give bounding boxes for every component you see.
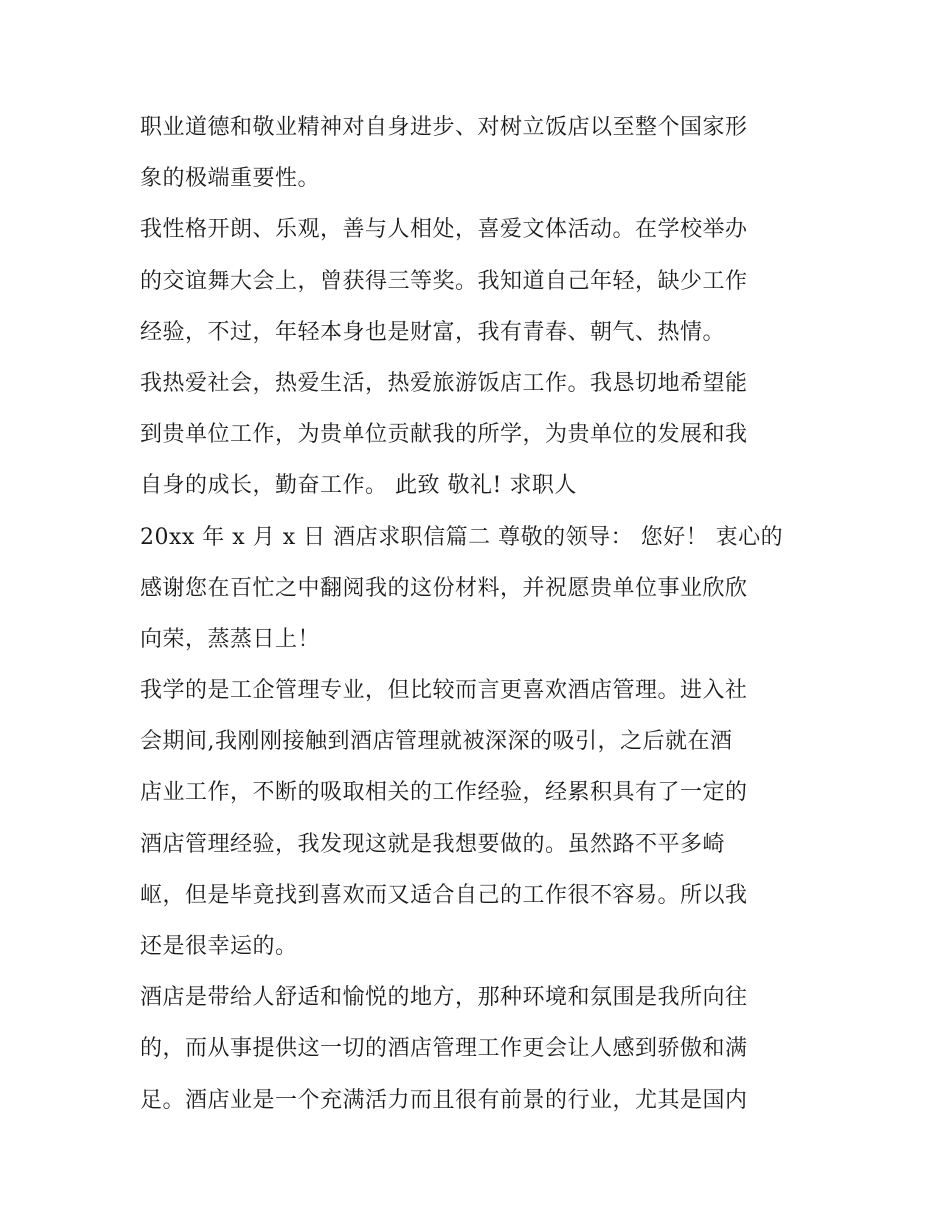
text-line: 酒店管理经验，我发现这就是我想要做的。虽然路不平多崎	[140, 831, 726, 857]
text-line: 还是很幸运的。	[140, 934, 298, 959]
text-line: 的交谊舞大会上，曾获得三等奖。我知道自己年轻，缺少工作	[140, 268, 748, 294]
text-line: 感谢您在百忙之中翻阅我的这份材料，并祝愿贵单位事业欣欣	[140, 575, 748, 601]
text-line: 我热爱社会，热爱生活，热爱旅游饭店工作。我恳切地希望能	[140, 370, 748, 396]
text-line: 到贵单位工作，为贵单位贡献我的所学，为贵单位的发展和我	[140, 422, 748, 448]
text-line: 酒店是带给人舒适和愉悦的地方，那种环境和氛围是我所向往	[140, 985, 748, 1011]
text-line: 足。酒店业是一个充满活力而且很有前景的行业，尤其是国内	[140, 1087, 748, 1113]
text-line: 我性格开朗、乐观，善与人相处，喜爱文体活动。在学校举办	[140, 217, 748, 243]
text-line: 象的极端重要性。	[140, 166, 321, 192]
text-line: 职业道德和敬业精神对自身进步、对树立饭店以至整个国家形	[140, 115, 748, 140]
text-line: 自身的成长，勤奋工作。 此致 敬礼! 求职人	[140, 473, 577, 499]
text-line: 店业工作，不断的吸取相关的工作经验，经累积具有了一定的	[140, 780, 748, 806]
text-line: 20xx 年 x 月 x 日 酒店求职信篇二 尊敬的领导： 您好！ 衷心的	[140, 524, 784, 550]
document-body	[140, 102, 820, 1126]
text-line: 向荣，蒸蒸日上！	[140, 626, 321, 652]
text-line: 会期间,我刚刚接触到酒店管理就被深深的吸引，之后就在酒	[140, 729, 733, 755]
text-line: 岖，但是毕竟找到喜欢而又适合自己的工作很不容易。所以我	[140, 882, 748, 908]
text-line: 我学的是工企管理专业，但比较而言更喜欢酒店管理。进入社	[140, 678, 748, 704]
text-line: 经验，不过，年轻本身也是财富，我有青春、朝气、热情。	[140, 319, 726, 345]
text-line: 的，而从事提供这一切的酒店管理工作更会让人感到骄傲和满	[140, 1036, 748, 1062]
